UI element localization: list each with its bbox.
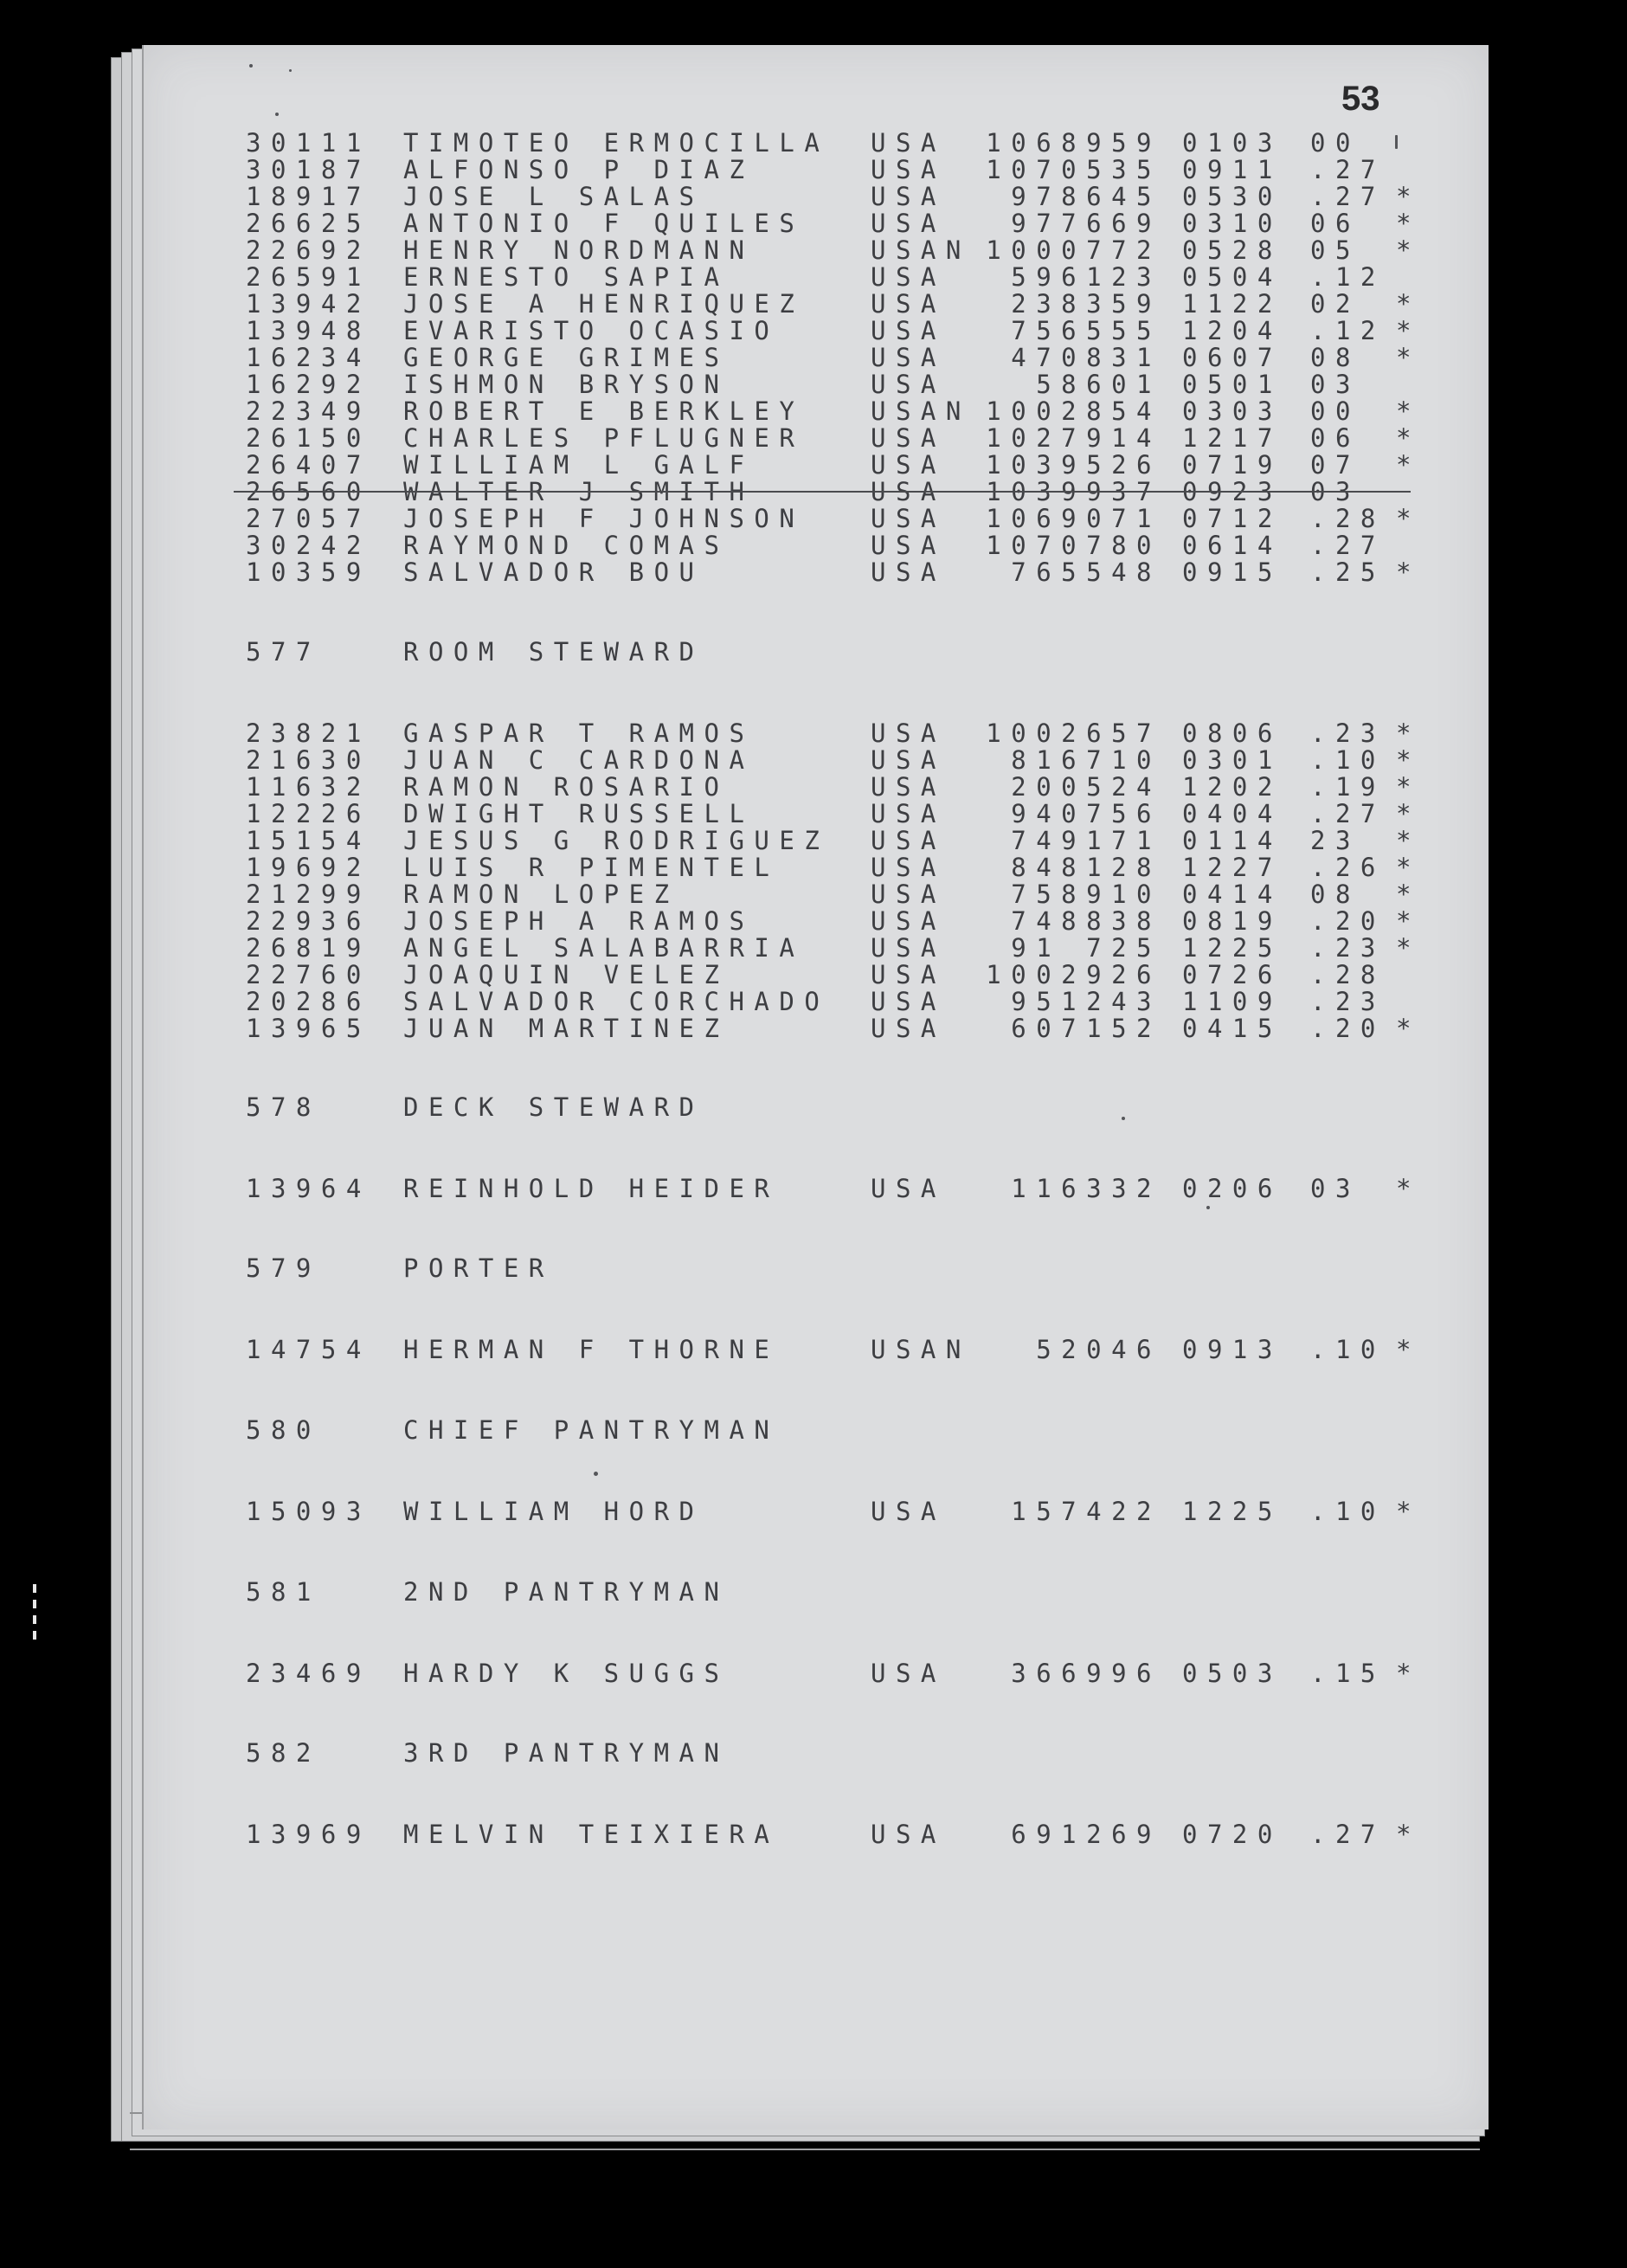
row-z: 52046 bbox=[1036, 1335, 1161, 1364]
row-z: 470831 bbox=[1011, 343, 1161, 372]
row-num: .26 bbox=[1310, 853, 1386, 882]
row-z: 200524 bbox=[1011, 772, 1161, 802]
row-id: 30187 bbox=[246, 155, 371, 184]
row-code: 1122 bbox=[1182, 289, 1283, 319]
row-name: WILLIAM HORD bbox=[403, 1497, 704, 1526]
row-z: 1000772 bbox=[986, 235, 1161, 265]
row-name: 2ND PANTRYMAN bbox=[403, 1577, 730, 1607]
row-code: 0310 bbox=[1182, 209, 1283, 238]
row-z: 1070535 bbox=[986, 155, 1161, 184]
row-name: WILLIAM L GALF bbox=[403, 450, 755, 480]
row-name: SALVADOR BOU bbox=[403, 557, 704, 587]
row-num: 23 bbox=[1310, 826, 1360, 855]
row-z: 1002657 bbox=[986, 718, 1161, 748]
row-code: 1202 bbox=[1182, 772, 1283, 802]
row-id: 26819 bbox=[246, 933, 371, 963]
row-nat: USA bbox=[871, 1174, 946, 1203]
row-id: 14754 bbox=[246, 1335, 371, 1364]
row-mark: * bbox=[1396, 772, 1421, 802]
row-z: 1070780 bbox=[986, 531, 1161, 560]
row-id: 15154 bbox=[246, 826, 371, 855]
row-nat: USA bbox=[871, 504, 946, 533]
row-name: GEORGE GRIMES bbox=[403, 343, 730, 372]
row-code: 1204 bbox=[1182, 316, 1283, 345]
ink-speck bbox=[1122, 1117, 1125, 1120]
row-num: .27 bbox=[1310, 799, 1386, 828]
row-z: 91 725 bbox=[1011, 933, 1161, 963]
row-mark: * bbox=[1396, 718, 1421, 748]
row-nat: USA bbox=[871, 1820, 946, 1849]
row-num: .20 bbox=[1310, 906, 1386, 936]
row-num: 07 bbox=[1310, 450, 1360, 480]
row-mark: * bbox=[1396, 289, 1421, 319]
row-num: .23 bbox=[1310, 933, 1386, 963]
row-id: 10359 bbox=[246, 557, 371, 587]
row-mark: * bbox=[1396, 745, 1421, 775]
row-num: 08 bbox=[1310, 879, 1360, 909]
row-num: 08 bbox=[1310, 343, 1360, 372]
row-mark: * bbox=[1396, 396, 1421, 426]
row-num: .25 bbox=[1310, 557, 1386, 587]
ink-speck bbox=[275, 113, 279, 116]
row-id: 26625 bbox=[246, 209, 371, 238]
row-id: 579 bbox=[246, 1253, 321, 1283]
row-name: ERNESTO SAPIA bbox=[403, 262, 730, 292]
row-name: TIMOTEO ERMOCILLA bbox=[403, 128, 830, 158]
row-id: 12226 bbox=[246, 799, 371, 828]
row-nat: USA bbox=[871, 826, 946, 855]
row-num: 03 bbox=[1310, 477, 1360, 506]
row-name: DWIGHT RUSSELL bbox=[403, 799, 755, 828]
row-id: 26560 bbox=[246, 477, 371, 506]
row-id: 27057 bbox=[246, 504, 371, 533]
row-id: 26407 bbox=[246, 450, 371, 480]
row-num: .23 bbox=[1310, 718, 1386, 748]
row-z: 765548 bbox=[1011, 557, 1161, 587]
row-code: 0414 bbox=[1182, 879, 1283, 909]
row-z: 978645 bbox=[1011, 182, 1161, 211]
row-nat: USA bbox=[871, 1497, 946, 1526]
row-nat: USAN bbox=[871, 396, 971, 426]
row-code: 0503 bbox=[1182, 1659, 1283, 1688]
row-name: LUIS R PIMENTEL bbox=[403, 853, 780, 882]
row-name: PORTER bbox=[403, 1253, 554, 1283]
row-name: CHIEF PANTRYMAN bbox=[403, 1415, 780, 1445]
row-z: 748838 bbox=[1011, 906, 1161, 936]
row-nat: USA bbox=[871, 423, 946, 453]
row-num: 03 bbox=[1310, 370, 1360, 399]
row-id: 577 bbox=[246, 637, 321, 667]
row-num: 00 bbox=[1310, 128, 1360, 158]
row-z: 691269 bbox=[1011, 1820, 1161, 1849]
row-name: JOSE L SALAS bbox=[403, 182, 704, 211]
row-num: .10 bbox=[1310, 1497, 1386, 1526]
row-name: MELVIN TEIXIERA bbox=[403, 1820, 780, 1849]
row-id: 30242 bbox=[246, 531, 371, 560]
row-name: WALTER J SMITH bbox=[403, 477, 755, 506]
row-id: 23469 bbox=[246, 1659, 371, 1688]
row-num: .10 bbox=[1310, 745, 1386, 775]
row-id: 23821 bbox=[246, 718, 371, 748]
row-z: 977669 bbox=[1011, 209, 1161, 238]
row-nat: USA bbox=[871, 477, 946, 506]
row-mark: * bbox=[1396, 906, 1421, 936]
row-nat: USA bbox=[871, 316, 946, 345]
row-code: 0915 bbox=[1182, 557, 1283, 587]
row-name: ROBERT E BERKLEY bbox=[403, 396, 805, 426]
row-code: 0720 bbox=[1182, 1820, 1283, 1849]
row-id: 581 bbox=[246, 1577, 321, 1607]
row-nat: USA bbox=[871, 262, 946, 292]
row-code: 1225 bbox=[1182, 933, 1283, 963]
row-code: 0614 bbox=[1182, 531, 1283, 560]
row-name: RAYMOND COMAS bbox=[403, 531, 730, 560]
row-z: 816710 bbox=[1011, 745, 1161, 775]
row-id: 13964 bbox=[246, 1174, 371, 1203]
row-num: 03 bbox=[1310, 1174, 1360, 1203]
row-mark: * bbox=[1396, 235, 1421, 265]
row-num: .27 bbox=[1310, 182, 1386, 211]
row-nat: USA bbox=[871, 906, 946, 936]
row-code: 0923 bbox=[1182, 477, 1283, 506]
row-mark: * bbox=[1396, 799, 1421, 828]
row-name: GASPAR T RAMOS bbox=[403, 718, 755, 748]
row-z: 1002854 bbox=[986, 396, 1161, 426]
row-num: .23 bbox=[1310, 987, 1386, 1016]
row-name: JOSEPH F JOHNSON bbox=[403, 504, 805, 533]
row-nat: USA bbox=[871, 933, 946, 963]
row-mark: * bbox=[1396, 343, 1421, 372]
row-name: JUAN MARTINEZ bbox=[403, 1014, 730, 1043]
row-nat: USA bbox=[871, 960, 946, 989]
row-code: 1225 bbox=[1182, 1497, 1283, 1526]
row-mark: * bbox=[1396, 450, 1421, 480]
row-id: 21299 bbox=[246, 879, 371, 909]
row-name: RAMON LOPEZ bbox=[403, 879, 679, 909]
row-mark: * bbox=[1396, 1014, 1421, 1043]
row-mark: * bbox=[1396, 933, 1421, 963]
row-z: 596123 bbox=[1011, 262, 1161, 292]
strikethrough-line bbox=[234, 491, 1411, 493]
row-num: .19 bbox=[1310, 772, 1386, 802]
row-nat: USA bbox=[871, 718, 946, 748]
row-code: 0607 bbox=[1182, 343, 1283, 372]
row-name: REINHOLD HEIDER bbox=[403, 1174, 780, 1203]
row-code: 0301 bbox=[1182, 745, 1283, 775]
row-z: 607152 bbox=[1011, 1014, 1161, 1043]
row-code: 0712 bbox=[1182, 504, 1283, 533]
row-code: 0726 bbox=[1182, 960, 1283, 989]
row-z: 116332 bbox=[1011, 1174, 1161, 1203]
row-nat: USA bbox=[871, 1659, 946, 1688]
row-name: HARDY K SUGGS bbox=[403, 1659, 730, 1688]
ink-speck bbox=[249, 64, 253, 68]
row-num: .28 bbox=[1310, 960, 1386, 989]
row-num: 06 bbox=[1310, 423, 1360, 453]
row-name: 3RD PANTRYMAN bbox=[403, 1738, 730, 1768]
row-num: 02 bbox=[1310, 289, 1360, 319]
row-code: 0404 bbox=[1182, 799, 1283, 828]
row-id: 13942 bbox=[246, 289, 371, 319]
row-nat: USA bbox=[871, 450, 946, 480]
row-nat: USA bbox=[871, 745, 946, 775]
row-mark: * bbox=[1396, 182, 1421, 211]
row-mark: * bbox=[1396, 853, 1421, 882]
row-name: JOAQUIN VELEZ bbox=[403, 960, 730, 989]
row-num: .15 bbox=[1310, 1659, 1386, 1688]
row-z: 1027914 bbox=[986, 423, 1161, 453]
row-code: 0103 bbox=[1182, 128, 1283, 158]
row-num: .28 bbox=[1310, 504, 1386, 533]
row-num: 00 bbox=[1310, 396, 1360, 426]
row-id: 18917 bbox=[246, 182, 371, 211]
row-z: 758910 bbox=[1011, 879, 1161, 909]
row-nat: USA bbox=[871, 370, 946, 399]
row-nat: USA bbox=[871, 289, 946, 319]
row-z: 1069071 bbox=[986, 504, 1161, 533]
row-name: ISHMON BRYSON bbox=[403, 370, 730, 399]
row-num: .20 bbox=[1310, 1014, 1386, 1043]
row-nat: USA bbox=[871, 853, 946, 882]
row-id: 16234 bbox=[246, 343, 371, 372]
row-nat: USAN bbox=[871, 235, 971, 265]
row-code: 0303 bbox=[1182, 396, 1283, 426]
row-id: 16292 bbox=[246, 370, 371, 399]
row-mark: * bbox=[1396, 557, 1421, 587]
row-id: 20286 bbox=[246, 987, 371, 1016]
row-num: .12 bbox=[1310, 316, 1386, 345]
row-mark: * bbox=[1396, 1659, 1421, 1688]
row-name: SALVADOR CORCHADO bbox=[403, 987, 830, 1016]
row-mark: * bbox=[1396, 1335, 1421, 1364]
row-id: 22349 bbox=[246, 396, 371, 426]
row-id: 580 bbox=[246, 1415, 321, 1445]
row-id: 22692 bbox=[246, 235, 371, 265]
row-nat: USA bbox=[871, 531, 946, 560]
row-z: 940756 bbox=[1011, 799, 1161, 828]
row-name: ANGEL SALABARRIA bbox=[403, 933, 805, 963]
row-name: JUAN C CARDONA bbox=[403, 745, 755, 775]
row-id: 11632 bbox=[246, 772, 371, 802]
row-id: 13969 bbox=[246, 1820, 371, 1849]
row-code: 0911 bbox=[1182, 155, 1283, 184]
row-nat: USA bbox=[871, 182, 946, 211]
row-z: 756555 bbox=[1011, 316, 1161, 345]
row-code: 0504 bbox=[1182, 262, 1283, 292]
row-name: ROOM STEWARD bbox=[403, 637, 704, 667]
row-mark: * bbox=[1396, 1497, 1421, 1526]
row-mark: * bbox=[1396, 209, 1421, 238]
row-nat: USA bbox=[871, 155, 946, 184]
row-mark: * bbox=[1396, 1820, 1421, 1849]
row-id: 15093 bbox=[246, 1497, 371, 1526]
row-id: 578 bbox=[246, 1092, 321, 1122]
row-name: DECK STEWARD bbox=[403, 1092, 704, 1122]
row-nat: USAN bbox=[871, 1335, 971, 1364]
row-num: .27 bbox=[1310, 155, 1386, 184]
ink-speck bbox=[289, 69, 292, 72]
row-num: 06 bbox=[1310, 209, 1360, 238]
page-number: 53 bbox=[1341, 80, 1380, 118]
row-nat: USA bbox=[871, 799, 946, 828]
row-code: 0415 bbox=[1182, 1014, 1283, 1043]
row-name: EVARISTO OCASIO bbox=[403, 316, 780, 345]
row-id: 26591 bbox=[246, 262, 371, 292]
row-mark: * bbox=[1396, 504, 1421, 533]
row-num: .27 bbox=[1310, 1820, 1386, 1849]
row-mark: * bbox=[1396, 1174, 1421, 1203]
row-name: HERMAN F THORNE bbox=[403, 1335, 780, 1364]
row-id: 13965 bbox=[246, 1014, 371, 1043]
row-z: 1039937 bbox=[986, 477, 1161, 506]
row-id: 13948 bbox=[246, 316, 371, 345]
row-name: HENRY NORDMANN bbox=[403, 235, 755, 265]
row-id: 30111 bbox=[246, 128, 371, 158]
row-code: 0114 bbox=[1182, 826, 1283, 855]
row-z: 157422 bbox=[1011, 1497, 1161, 1526]
row-z: 848128 bbox=[1011, 853, 1161, 882]
row-nat: USA bbox=[871, 128, 946, 158]
row-z: 749171 bbox=[1011, 826, 1161, 855]
row-id: 21630 bbox=[246, 745, 371, 775]
row-name: JESUS G RODRIGUEZ bbox=[403, 826, 830, 855]
row-id: 19692 bbox=[246, 853, 371, 882]
row-nat: USA bbox=[871, 1014, 946, 1043]
row-z: 1002926 bbox=[986, 960, 1161, 989]
row-mark: * bbox=[1396, 879, 1421, 909]
row-code: 0719 bbox=[1182, 450, 1283, 480]
row-name: JOSEPH A RAMOS bbox=[403, 906, 755, 936]
row-num: 05 bbox=[1310, 235, 1360, 265]
row-code: 0530 bbox=[1182, 182, 1283, 211]
row-id: 582 bbox=[246, 1738, 321, 1768]
ink-speck bbox=[1206, 1206, 1210, 1209]
row-num: .10 bbox=[1310, 1335, 1386, 1364]
row-z: 58601 bbox=[1036, 370, 1161, 399]
row-name: JOSE A HENRIQUEZ bbox=[403, 289, 805, 319]
row-code: 0501 bbox=[1182, 370, 1283, 399]
row-nat: USA bbox=[871, 343, 946, 372]
row-z: 1039526 bbox=[986, 450, 1161, 480]
film-edge-marks bbox=[33, 1584, 40, 1662]
ink-speck bbox=[1395, 135, 1398, 149]
row-name: ANTONIO F QUILES bbox=[403, 209, 805, 238]
row-nat: USA bbox=[871, 772, 946, 802]
row-z: 951243 bbox=[1011, 987, 1161, 1016]
row-name: CHARLES PFLUGNER bbox=[403, 423, 805, 453]
row-nat: USA bbox=[871, 987, 946, 1016]
row-nat: USA bbox=[871, 557, 946, 587]
row-code: 0806 bbox=[1182, 718, 1283, 748]
row-code: 0913 bbox=[1182, 1335, 1283, 1364]
row-name: ALFONSO P DIAZ bbox=[403, 155, 755, 184]
row-code: 0528 bbox=[1182, 235, 1283, 265]
row-id: 26150 bbox=[246, 423, 371, 453]
row-id: 22760 bbox=[246, 960, 371, 989]
row-z: 1068959 bbox=[986, 128, 1161, 158]
row-nat: USA bbox=[871, 879, 946, 909]
row-code: 1109 bbox=[1182, 987, 1283, 1016]
row-name: RAMON ROSARIO bbox=[403, 772, 730, 802]
row-mark: * bbox=[1396, 316, 1421, 345]
row-code: 0819 bbox=[1182, 906, 1283, 936]
row-z: 366996 bbox=[1011, 1659, 1161, 1688]
row-id: 22936 bbox=[246, 906, 371, 936]
row-code: 1217 bbox=[1182, 423, 1283, 453]
row-num: .27 bbox=[1310, 531, 1386, 560]
row-mark: * bbox=[1396, 826, 1421, 855]
row-mark: * bbox=[1396, 423, 1421, 453]
row-num: .12 bbox=[1310, 262, 1386, 292]
row-code: 0206 bbox=[1182, 1174, 1283, 1203]
row-code: 1227 bbox=[1182, 853, 1283, 882]
row-z: 238359 bbox=[1011, 289, 1161, 319]
ink-speck bbox=[594, 1472, 598, 1476]
row-nat: USA bbox=[871, 209, 946, 238]
